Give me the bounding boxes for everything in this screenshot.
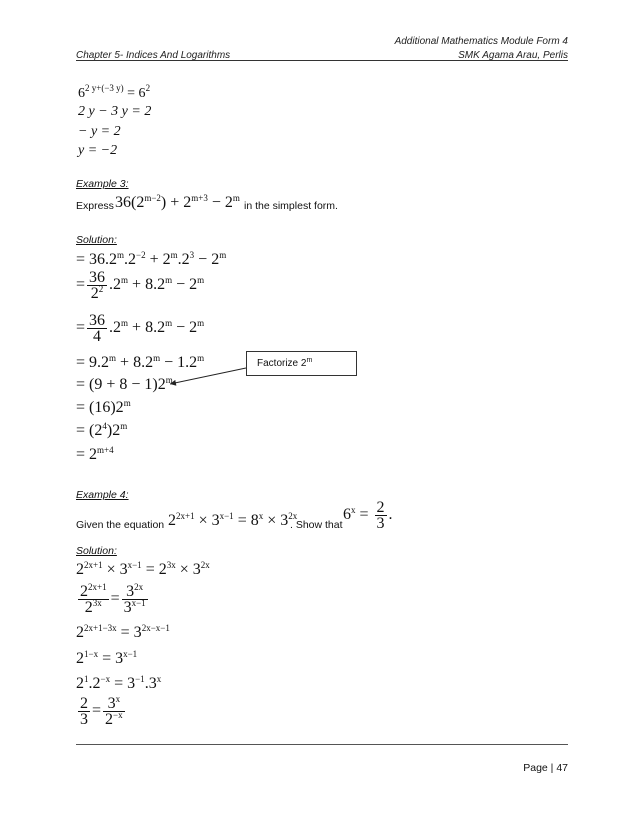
expr-a: 36(2 [115,194,145,211]
ex3-step-8: = $2^{m+4}$ [76,445,114,463]
example-3-solution-label: Solution: [76,234,117,246]
ex3-step-6: = $(16)2^m$ [76,398,131,416]
frac-num: 36 [89,269,106,286]
example-4-show: . Show that [290,519,343,531]
expr-d: m+3 [191,193,208,203]
ex4-step-2-frac-right [122,584,148,615]
ex4-step-5: $2^1.2^{-x} = 3^{-1}.3^x$ [76,674,162,692]
target-base: 6 [343,506,351,524]
target-exp: x [351,505,356,516]
frac-num: 2 [80,695,88,712]
example-4-heading: Example 4: [76,489,129,501]
example-4-target [343,500,393,531]
school-name: SMK Agama Arau, Perlis [458,50,568,61]
ex3-step-7: = $(2^4)2^m$ [76,421,128,439]
cont-l1-eq: = 6 [123,86,146,101]
ex4-step-2-eq: = [110,590,120,608]
expr-f: m [232,193,240,203]
frac-num: $2^{2x+1}$ [80,582,107,600]
expr-e: − 2 [207,194,233,211]
frac-den: 3 [376,515,385,532]
cont-l1-exp2: 2 [145,83,151,93]
ex4-step-3: $2^{2x+1-3x} = 3^{2x-x-1}$ [76,623,170,641]
example-4-solution-label: Solution: [76,545,117,557]
chapter-title: Chapter 5- Indices And Logarithms [76,50,231,61]
cont-l1-base: 6 [78,86,85,101]
page-number: Page | 47 [523,762,568,774]
ex4-step-6 [76,696,127,727]
frac-den: 4 [93,328,102,345]
ex4-step-6-frac-left [78,696,90,727]
ex3-step-5: = $(9 + 8 - 1)2^m$ [76,375,173,393]
frac-num: $3^{2x}$ [122,584,148,600]
frac-den: $2^{-x}$ [105,710,123,728]
ex3-step-3-rest: $.2^m + 8.2^m - 2^m$ [109,318,205,337]
ex3-step-1: = $36.2^m.2^{-2} + 2^m.2^3 - 2^m$ [76,250,227,268]
ex3-step-3-eq: = [76,319,86,337]
frac-den-exp: 2 [98,284,104,294]
ex3-step-4: = $9.2^m + 8.2^m - 1.2^m$ [76,353,205,371]
cont-line-3: − y = 2 [78,124,121,139]
cont-line-2: 2 y − 3 y = 2 [78,104,152,119]
example-3-tail: in the simplest form. [244,200,338,212]
ex4-step-6-eq: = [92,702,102,720]
footer-rule [76,744,568,745]
example-3-lead: Express [76,200,114,212]
frac-num: 36 [89,312,106,329]
example-4-equation: $2^{2x+1} \times 3^{x-1} = 8^x \times 3^{2x}$ [168,511,298,529]
ex4-step-2-frac-left [78,584,109,615]
expr-c: ) + 2 [160,194,192,211]
target-frac [375,500,387,531]
frac-num: 2 [376,499,385,516]
ex3-step-2-rest: $.2^m + 8.2^m - 2^m$ [109,275,205,294]
frac-den-base: 2 [90,285,99,302]
example-3-heading: Example 3: [76,178,129,190]
target-eq: = [355,506,373,524]
ex4-step-4: $2^{1-x} = 3^{x-1}$ [76,649,138,667]
module-title: Additional Mathematics Module Form 4 [394,36,568,47]
frac-den: 3 [80,711,88,728]
ex4-step-6-frac-right [103,696,125,727]
callout-exp: m [306,357,313,364]
target-dot: . [388,506,393,524]
cont-line-4: y = −2 [78,143,118,158]
example-4-lead: Given the equation [76,519,165,531]
frac-den: $2^{3x}$ [84,598,102,616]
expr-b: m−2 [144,193,161,203]
cont-l1-exp: 2 y+(−3 y) [85,83,124,93]
ex3-step-2-eq: = [76,276,86,294]
ex4-step-1: $2^{2x+1} \times 3^{x-1} = 2^{3x} \times 3^{2x}$ [76,560,210,578]
frac-num: 3$^x$ [103,696,125,712]
ex4-step-2 [76,584,150,615]
callout-text: Factorize 2 [257,358,307,369]
frac-den: $3^{x-1}$ [123,598,146,616]
